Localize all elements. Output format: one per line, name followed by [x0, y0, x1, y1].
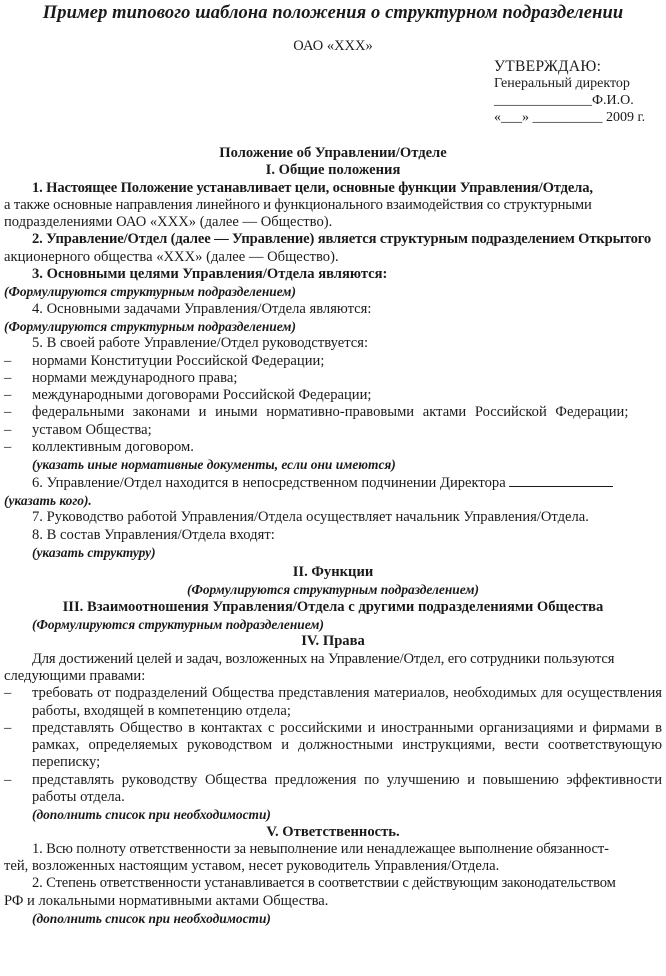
s1-p4: 4. Основными задачами Управления/Отдела являются:: [32, 300, 372, 317]
section-1-title: I. Общие положения: [265, 162, 401, 179]
s1-dash-item-1: – нормами Конституции Российской Федерации;: [4, 352, 325, 369]
section-4-title: IV. Права: [301, 633, 365, 650]
s1-p3: 3. Основными целями Управления/Отдела являются:: [32, 266, 388, 283]
section-3-title: III. Взаимоотношения Управления/Отдела с другими подразделениями Общества: [62, 598, 604, 615]
document-title: Пример типового шаблона положения о структурном подразделении: [42, 3, 624, 23]
s1-p6: 6. Управление/Отдел находится в непосредственном подчинении Директора: [4, 474, 662, 492]
s4-intro-line2: следующими правами:: [4, 667, 146, 684]
s4-dash-item-2: – представлять Общество в контактах с российскими и иностранными организациями и фирмами в рамках, определяемых руководством и должностными инструкциями, вести соответствующую переписку;: [4, 719, 662, 771]
section-5-title: V. Ответственность.: [266, 823, 400, 840]
section-3-note: (Формулируются структурным подразделением): [32, 617, 324, 633]
s1-p8: 8. В состав Управления/Отдела входят:: [32, 526, 275, 543]
s5-p1-line1: 1. Всю полноту ответственности за невыполнение или ненадлежащее выполнение обязанност-: [32, 840, 609, 857]
s1-dash-item-5: – уставом Общества;: [4, 421, 152, 438]
approval-signature-line: ______________Ф.И.О.: [494, 93, 634, 108]
s1-dash-item-4: – федеральными законами и иными нормативно-правовыми актами Российской Федерации;: [4, 404, 629, 421]
approval-block: [494, 58, 666, 126]
s1-p2-line2: акционерного общества «ХХХ» (далее — Общество).: [4, 248, 339, 265]
approval-position: Генеральный директор: [494, 76, 630, 91]
s1-note-3: (указать иные нормативные документы, если они имеются): [32, 457, 396, 473]
s1-p1-line2: а также основные направления линейного и функционального взаимодействия со структурными: [4, 196, 592, 213]
s1-p1-line1: 1. Настоящее Положение устанавливает цели, основные функции Управления/Отдела,: [32, 179, 593, 196]
s4-dash-item-3: – представлять руководству Общества предложения по улучшению и повышению эффективности работы отдела.: [4, 771, 662, 805]
section-4-note: (дополнить список при необходимости): [32, 807, 271, 823]
s5-p1-line2: тей, возложенных настоящим уставом, несет руководитель Управления/Отдела.: [4, 858, 500, 875]
s1-note-4: (указать кого).: [4, 492, 92, 508]
section-2-note: (Формулируются структурным подразделением): [187, 582, 479, 598]
s1-dash-item-2: – нормами международного права;: [4, 369, 238, 386]
approval-date-line: «___» __________ 2009 г.: [494, 110, 646, 125]
section-2-title: II. Функции: [292, 564, 374, 581]
s1-p1-line3: подразделениями ОАО «ХХХ» (далее — Общество).: [4, 214, 333, 231]
s4-intro-line1: Для достижений целей и задач, возложенных на Управление/Отдел, его сотрудники пользуются: [32, 650, 615, 667]
section-5-note: (дополнить список при необходимости): [32, 911, 271, 927]
s1-p5: 5. В своей работе Управление/Отдел руководствуется:: [32, 335, 369, 352]
subordination-blank: [509, 474, 613, 487]
s1-note-1: (Формулируются структурным подразделением): [4, 284, 296, 300]
s5-p2-line2: РФ и локальными нормативными актами Общества.: [4, 892, 329, 909]
s4-dash-item-1: – требовать от подразделений Общества представления материалов, необходимых для осуществления работы, входящей в компетенцию отдела;: [4, 685, 662, 719]
regulation-heading: Положение об Управлении/Отделе: [219, 145, 447, 161]
s1-p2-line1: 2. Управление/Отдел (далее — Управление) является структурным подразделением Открытого: [32, 231, 652, 248]
document-body: [0, 145, 666, 927]
s1-note-5: (указать структуру): [32, 544, 156, 560]
approval-heading: УТВЕРЖДАЮ:: [494, 58, 602, 75]
s5-p2-line1: 2. Степень ответственности устанавливается в соответствии с действующим законодательством: [32, 875, 616, 892]
s1-p7: 7. Руководство работой Управления/Отдела осуществляет начальник Управления/Отдела.: [32, 509, 589, 526]
s1-note-2: (Формулируются структурным подразделением): [4, 318, 296, 334]
organization-name: ОАО «ХХХ»: [293, 38, 373, 54]
s1-dash-item-6: – коллективным договором.: [4, 439, 194, 456]
s1-dash-item-3: – международными договорами Российской Федерации;: [4, 387, 372, 404]
